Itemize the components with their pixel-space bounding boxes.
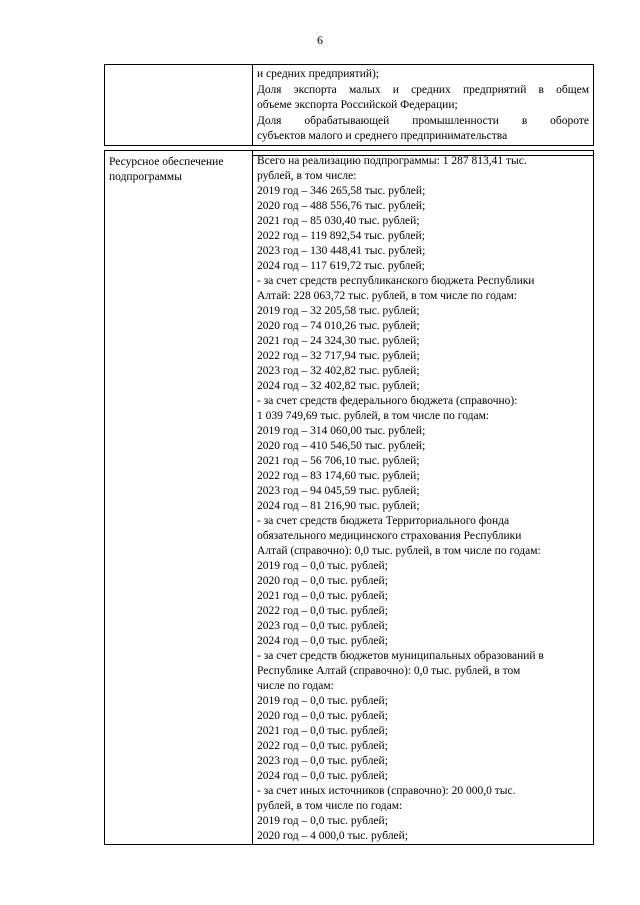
page-number: 6 [317,33,323,47]
funding-line: 2019 год – 346 265,58 тыс. рублей; [257,185,426,197]
funding-line: - за счет средств бюджетов муниципальных образований в [257,650,544,662]
funding-line: 2024 год – 81 216,90 тыс. рублей; [257,500,420,512]
funding-line: 2024 год – 117 619,72 тыс. рублей; [257,260,425,272]
funding-line: 2021 год – 0,0 тыс. рублей; [257,590,388,602]
funding-line: 2023 год – 32 402,82 тыс. рублей; [257,365,420,377]
funding-line: обязательного медицинского страхования Республики [257,530,522,542]
resource-label-cell [109,155,247,185]
funding-line: 2023 год – 0,0 тыс. рублей; [257,620,388,632]
funding-line: 2019 год – 0,0 тыс. рублей; [257,815,388,827]
funding-line: рублей, в том числе: [257,170,357,182]
funding-line: 2019 год – 0,0 тыс. рублей; [257,695,388,707]
funding-line: 2020 год – 488 556,76 тыс. рублей; [257,200,426,212]
resource-label-line: подпрограммы [109,171,182,183]
funding-line: Всего на реализацию подпрограммы: 1 287 813,41 тыс. [257,155,527,167]
funding-line: 2020 год – 0,0 тыс. рублей; [257,710,388,722]
resource-funding-cell [257,154,589,844]
indicator-line: объеме экспорта Российской Федерации; [257,99,458,111]
resource-label-line: Ресурсное обеспечение [109,156,224,168]
funding-line: 1 039 749,69 тыс. рублей, в том числе по годам: [257,410,490,422]
funding-line: рублей, в том числе по годам: [257,800,403,812]
funding-line: 2020 год – 74 010,26 тыс. рублей; [257,320,420,332]
funding-line: Республике Алтай (справочно): 0,0 тыс. рублей, в том [257,665,521,677]
table-block-resources [104,150,594,845]
funding-line: 2020 год – 4 000,0 тыс. рублей; [257,830,409,842]
column-separator [252,151,253,844]
funding-line: 2022 год – 0,0 тыс. рублей; [257,740,388,752]
indicator-line: Доля обрабатывающей промышленности в обороте [257,114,589,127]
funding-line: 2023 год – 94 045,59 тыс. рублей; [257,485,420,497]
indicators-cell [257,67,589,145]
funding-line: 2020 год – 0,0 тыс. рублей; [257,575,388,587]
funding-line: 2023 год – 0,0 тыс. рублей; [257,755,388,767]
funding-line: Алтай (справочно): 0,0 тыс. рублей, в том числе по годам: [257,545,541,557]
funding-line: 2024 год – 0,0 тыс. рублей; [257,770,388,782]
funding-line: 2019 год – 0,0 тыс. рублей; [257,560,388,572]
funding-line: Алтай: 228 063,72 тыс. рублей, в том числе по годам: [257,290,517,302]
funding-line: 2022 год – 83 174,60 тыс. рублей; [257,470,420,482]
funding-line: 2022 год – 32 717,94 тыс. рублей; [257,350,420,362]
funding-line: 2022 год – 119 892,54 тыс. рублей; [257,230,425,242]
funding-line: - за счет средств федерального бюджета (справочно): [257,395,518,407]
funding-line: 2019 год – 32 205,58 тыс. рублей; [257,305,420,317]
indicator-line: субъектов малого и среднего предпринимательства [257,130,508,142]
funding-line: 2021 год – 85 030,40 тыс. рублей; [257,215,420,227]
funding-line: 2024 год – 0,0 тыс. рублей; [257,635,388,647]
funding-line: 2021 год – 56 706,10 тыс. рублей; [257,455,420,467]
funding-line: - за счет средств республиканского бюджета Республики [257,275,535,287]
funding-line: 2020 год – 410 546,50 тыс. рублей; [257,440,426,452]
funding-line: 2021 год – 24 324,30 тыс. рублей; [257,335,420,347]
funding-line: числе по годам: [257,680,334,692]
funding-line: - за счет средств бюджета Территориального фонда [257,515,510,527]
funding-line: 2023 год – 130 448,41 тыс. рублей; [257,245,426,257]
indicator-line: и средних предприятий); [257,68,380,80]
funding-line: 2024 год – 32 402,82 тыс. рублей; [257,380,420,392]
funding-line: - за счет иных источников (справочно): 20 000,0 тыс. [257,785,516,797]
column-separator [252,65,253,145]
indicator-line: Доля экспорта малых и средних предприятий в общем [257,83,589,96]
funding-line: 2019 год – 314 060,00 тыс. рублей; [257,425,426,437]
table-block-indicators [104,64,594,146]
funding-line: 2021 год – 0,0 тыс. рублей; [257,725,388,737]
funding-line: 2022 год – 0,0 тыс. рублей; [257,605,388,617]
